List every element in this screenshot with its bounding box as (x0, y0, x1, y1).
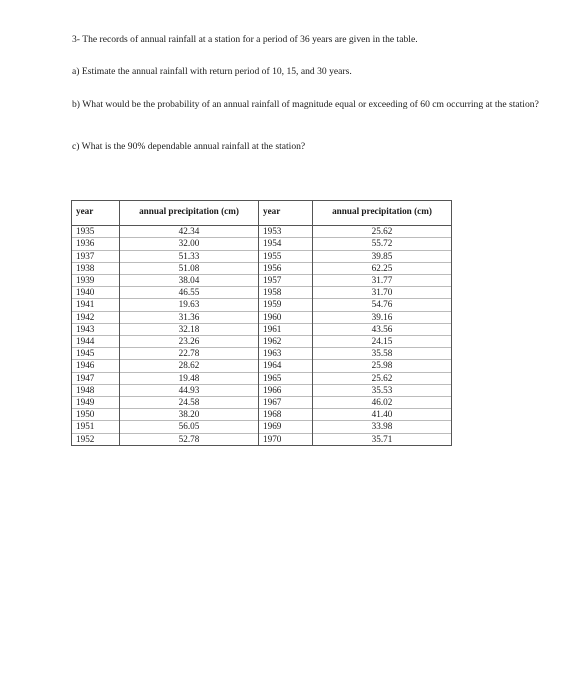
table-row (72, 275, 452, 287)
year-cell: 1949 (72, 397, 120, 409)
year-cell: 1935 (72, 226, 120, 238)
year-cell: 1954 (259, 238, 313, 250)
table-row (72, 323, 452, 335)
year-cell: 1963 (259, 348, 313, 360)
table-row (72, 262, 452, 274)
precip-cell: 22.78 (120, 348, 259, 360)
precip-cell: 46.02 (313, 397, 452, 409)
year-cell: 1961 (259, 323, 313, 335)
year-cell: 1950 (72, 409, 120, 421)
year-cell: 1959 (259, 299, 313, 311)
precip-cell: 32.18 (120, 323, 259, 335)
table-row (72, 299, 452, 311)
year-cell: 1948 (72, 384, 120, 396)
year-cell: 1941 (72, 299, 120, 311)
question-part-c: c) What is the 90% dependable annual rainfall at the station? (72, 141, 306, 152)
precip-cell: 24.58 (120, 397, 259, 409)
precip-cell: 42.34 (120, 226, 259, 238)
year-cell: 1936 (72, 238, 120, 250)
table-row (72, 336, 452, 348)
header-year-1: year (72, 201, 120, 226)
precip-cell: 35.53 (313, 384, 452, 396)
precip-cell: 31.36 (120, 311, 259, 323)
year-cell: 1968 (259, 409, 313, 421)
header-precip-2: annual precipitation (cm) (313, 201, 452, 226)
precip-cell: 31.77 (313, 275, 452, 287)
precip-cell: 25.62 (313, 226, 452, 238)
year-cell: 1946 (72, 360, 120, 372)
precip-cell: 54.76 (313, 299, 452, 311)
precip-cell: 32.00 (120, 238, 259, 250)
table-row (72, 409, 452, 421)
table-row (72, 397, 452, 409)
precip-cell: 39.16 (313, 311, 452, 323)
header-precip-1: annual precipitation (cm) (120, 201, 259, 226)
precip-cell: 43.56 (313, 323, 452, 335)
table-row (72, 372, 452, 384)
precip-cell: 51.08 (120, 262, 259, 274)
precip-cell: 44.93 (120, 384, 259, 396)
question-part-a: a) Estimate the annual rainfall with return period of 10, 15, and 30 years. (72, 66, 352, 77)
precip-cell: 25.98 (313, 360, 452, 372)
year-cell: 1970 (259, 433, 313, 445)
year-cell: 1940 (72, 287, 120, 299)
precip-cell: 19.63 (120, 299, 259, 311)
table-row (72, 238, 452, 250)
precip-cell: 35.58 (313, 348, 452, 360)
table-row (72, 384, 452, 396)
table-row (72, 433, 452, 445)
year-cell: 1960 (259, 311, 313, 323)
precip-cell: 23.26 (120, 336, 259, 348)
table-row (72, 421, 452, 433)
precip-cell: 28.62 (120, 360, 259, 372)
precip-cell: 24.15 (313, 336, 452, 348)
year-cell: 1937 (72, 250, 120, 262)
year-cell: 1962 (259, 336, 313, 348)
precip-cell: 52.78 (120, 433, 259, 445)
year-cell: 1964 (259, 360, 313, 372)
year-cell: 1965 (259, 372, 313, 384)
precip-cell: 33.98 (313, 421, 452, 433)
table-row (72, 348, 452, 360)
precip-cell: 25.62 (313, 372, 452, 384)
year-cell: 1955 (259, 250, 313, 262)
year-cell: 1966 (259, 384, 313, 396)
header-year-2: year (259, 201, 313, 226)
precip-cell: 46.55 (120, 287, 259, 299)
year-cell: 1945 (72, 348, 120, 360)
question-part-b: b) What would be the probability of an annual rainfall of magnitude equal or exceeding of 60 cm occurring at the station? (72, 99, 539, 110)
precip-cell: 39.85 (313, 250, 452, 262)
year-cell: 1947 (72, 372, 120, 384)
year-cell: 1952 (72, 433, 120, 445)
year-cell: 1969 (259, 421, 313, 433)
question-title: 3- The records of annual rainfall at a station for a period of 36 years are given in the table. (72, 34, 418, 45)
precip-cell: 56.05 (120, 421, 259, 433)
year-cell: 1956 (259, 262, 313, 274)
table-row (72, 311, 452, 323)
year-cell: 1938 (72, 262, 120, 274)
table-header-row (72, 201, 452, 226)
precip-cell: 51.33 (120, 250, 259, 262)
year-cell: 1957 (259, 275, 313, 287)
year-cell: 1958 (259, 287, 313, 299)
rainfall-table (71, 200, 452, 446)
precip-cell: 55.72 (313, 238, 452, 250)
table-row (72, 226, 452, 238)
precip-cell: 38.20 (120, 409, 259, 421)
precip-cell: 35.71 (313, 433, 452, 445)
table-row (72, 250, 452, 262)
precip-cell: 41.40 (313, 409, 452, 421)
precip-cell: 31.70 (313, 287, 452, 299)
precip-cell: 38.04 (120, 275, 259, 287)
year-cell: 1939 (72, 275, 120, 287)
year-cell: 1943 (72, 323, 120, 335)
year-cell: 1944 (72, 336, 120, 348)
table-body (72, 226, 452, 446)
precip-cell: 62.25 (313, 262, 452, 274)
year-cell: 1953 (259, 226, 313, 238)
year-cell: 1967 (259, 397, 313, 409)
table-row (72, 287, 452, 299)
precip-cell: 19.48 (120, 372, 259, 384)
year-cell: 1942 (72, 311, 120, 323)
year-cell: 1951 (72, 421, 120, 433)
table-row (72, 360, 452, 372)
